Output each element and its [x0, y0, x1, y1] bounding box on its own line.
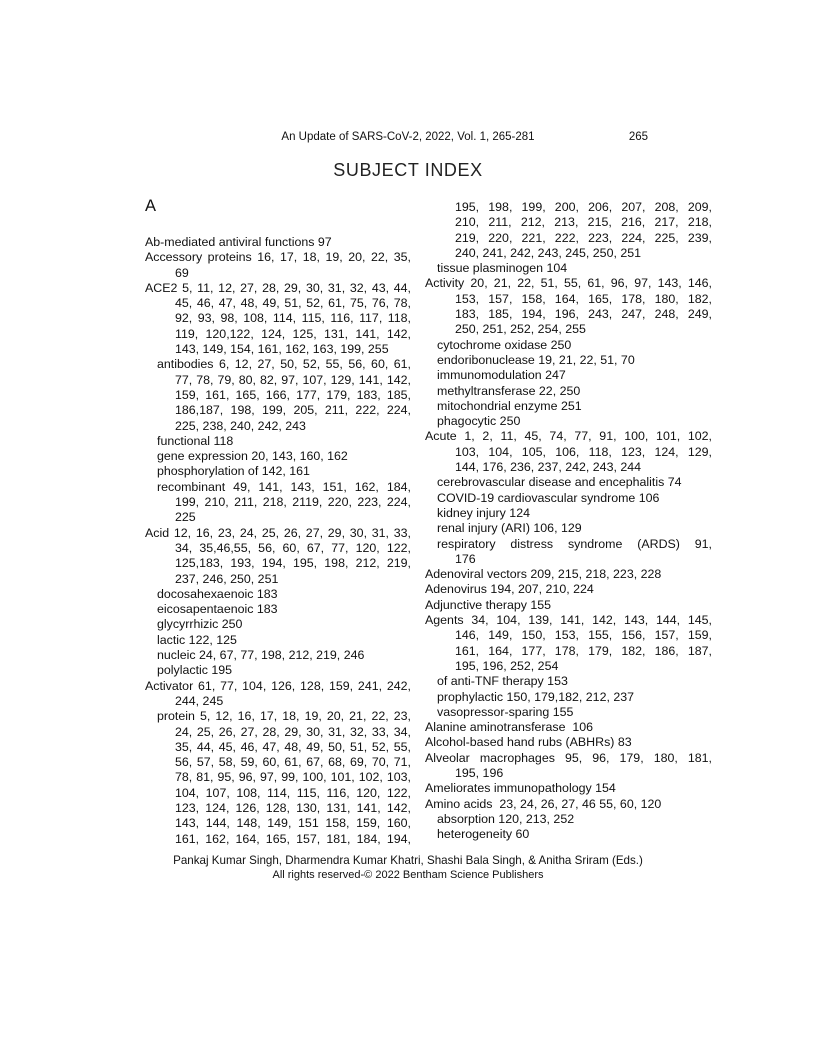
- index-column-left: [145, 198, 411, 847]
- index-line: 210, 211, 212, 213, 215, 216, 217, 218,: [455, 215, 712, 230]
- index-line: antibodies 6, 12, 27, 50, 52, 55, 56, 60, 61,: [157, 357, 411, 372]
- page-number: 265: [628, 131, 648, 143]
- page-title: SUBJECT INDEX: [333, 160, 483, 180]
- index-line: Adenoviral vectors 209, 215, 218, 223, 228: [425, 567, 662, 582]
- index-line: 56, 57, 58, 59, 60, 61, 67, 68, 69, 70, 71,: [175, 755, 411, 770]
- index-line: 186,187, 198, 199, 205, 211, 222, 224,: [175, 403, 411, 418]
- index-line: 244, 245: [175, 693, 224, 708]
- index-line: 161, 162, 164, 165, 157, 181, 184, 194,: [175, 831, 411, 846]
- index-line: absorption 120, 213, 252: [437, 811, 575, 826]
- index-line: 92, 93, 98, 108, 114, 115, 116, 117, 118,: [175, 311, 411, 326]
- index-line: Alveolar macrophages 95, 96, 179, 180, 181,: [425, 750, 712, 765]
- index-line: 225: [175, 510, 196, 525]
- index-line: Ameliorates immunopathology 154: [425, 781, 616, 796]
- index-line: 146, 149, 150, 153, 155, 156, 157, 159,: [455, 628, 712, 643]
- index-line: 143, 144, 148, 149, 151 158, 159, 160,: [175, 816, 411, 831]
- index-line: 195, 196: [455, 765, 504, 780]
- index-line: 159, 161, 165, 166, 177, 179, 183, 185,: [175, 387, 411, 402]
- index-line: 45, 46, 47, 48, 49, 51, 52, 61, 75, 76, 78,: [175, 296, 411, 311]
- index-line: prophylactic 150, 179,182, 212, 237: [437, 689, 635, 704]
- index-line: Acute 1, 2, 11, 45, 74, 77, 91, 100, 101, 102,: [425, 429, 712, 444]
- index-line: respiratory distress syndrome (ARDS) 91,: [437, 536, 712, 551]
- index-line: 195, 196, 252, 254: [455, 658, 559, 673]
- index-line: 24, 25, 26, 27, 28, 29, 30, 31, 32, 33, 34,: [175, 724, 411, 739]
- index-line: heterogeneity 60: [437, 827, 530, 842]
- index-line: endoribonuclease 19, 21, 22, 51, 70: [437, 352, 635, 367]
- index-line: 161, 164, 177, 178, 179, 182, 186, 187,: [455, 643, 712, 658]
- index-line: 250, 251, 252, 254, 255: [455, 322, 586, 337]
- index-line: Activator 61, 77, 104, 126, 128, 159, 241, 242,: [145, 678, 411, 693]
- index-line: phagocytic 250: [437, 414, 521, 429]
- index-line: Accessory proteins 16, 17, 18, 19, 20, 22, 35,: [145, 250, 411, 265]
- index-line: 153, 157, 158, 164, 165, 178, 180, 182,: [455, 291, 712, 306]
- index-line: 119, 120,122, 124, 125, 131, 141, 142,: [175, 326, 411, 341]
- index-line: 225, 238, 240, 242, 243: [175, 418, 306, 433]
- index-line: 183, 185, 194, 196, 243, 247, 248, 249,: [455, 307, 712, 322]
- index-line: Agents 34, 104, 139, 141, 142, 143, 144, 145,: [425, 613, 712, 628]
- index-line: Alanine aminotransferase 106: [425, 720, 594, 735]
- index-line: mitochondrial enzyme 251: [437, 398, 582, 413]
- index-line: vasopressor-sparing 155: [437, 704, 574, 719]
- index-line: kidney injury 124: [437, 505, 530, 520]
- page-footer: [0, 853, 816, 883]
- index-line: 123, 124, 126, 128, 130, 131, 141, 142,: [175, 800, 411, 815]
- index-line: 78, 81, 95, 96, 97, 99, 100, 101, 102, 103,: [175, 770, 411, 785]
- index-line: recombinant 49, 141, 143, 151, 162, 184,: [157, 479, 411, 494]
- index-line: polylactic 195: [157, 663, 233, 678]
- index-left-lines: [145, 235, 411, 847]
- index-line: Adjunctive therapy 155: [425, 597, 552, 612]
- index-line: eicosapentaenoic 183: [157, 602, 278, 617]
- index-line: lactic 122, 125: [157, 632, 237, 647]
- index-line: 104, 107, 108, 114, 115, 116, 120, 122,: [175, 785, 411, 800]
- index-line: 35, 44, 45, 46, 47, 48, 49, 50, 51, 52, 55,: [175, 739, 411, 754]
- index-line: ACE2 5, 11, 12, 27, 28, 29, 30, 31, 32, 43, 44,: [145, 280, 411, 295]
- index-column-right: [425, 200, 712, 842]
- index-line: Alcohol-based hand rubs (ABHRs) 83: [425, 735, 632, 750]
- footer-copyright: All rights reserved-© 2022 Bentham Science Publishers: [272, 869, 544, 881]
- index-line: cytochrome oxidase 250: [437, 337, 572, 352]
- index-line: Ab-mediated antiviral functions 97: [145, 235, 332, 249]
- index-line: of anti-TNF therapy 153: [437, 674, 568, 689]
- index-line: renal injury (ARI) 106, 129: [437, 521, 582, 536]
- index-line: 237, 246, 250, 251: [175, 571, 279, 586]
- section-letter-heading: A: [145, 197, 157, 215]
- index-line: 176: [455, 551, 476, 566]
- index-line: docosahexaenoic 183: [157, 586, 278, 601]
- index-line: 125,183, 193, 194, 195, 198, 212, 219,: [175, 556, 411, 571]
- index-line: 195, 198, 199, 200, 206, 207, 208, 209,: [455, 200, 712, 214]
- index-line: protein 5, 12, 16, 17, 18, 19, 20, 21, 22, 23,: [157, 709, 411, 724]
- index-line: 240, 241, 242, 243, 245, 250, 251: [455, 245, 642, 260]
- index-line: Activity 20, 21, 22, 51, 55, 61, 96, 97, 143, 146,: [425, 276, 712, 291]
- index-right-lines: [425, 200, 712, 842]
- index-line: gene expression 20, 143, 160, 162: [157, 449, 348, 464]
- index-line: cerebrovascular disease and encephalitis 74: [437, 475, 682, 490]
- index-line: functional 118: [157, 433, 234, 448]
- index-line: 77, 78, 79, 80, 82, 97, 107, 129, 141, 142,: [175, 372, 411, 387]
- index-line: immunomodulation 247: [437, 368, 566, 383]
- index-line: 144, 176, 236, 237, 242, 243, 244: [455, 460, 642, 475]
- index-line: 103, 104, 105, 106, 118, 123, 124, 129,: [455, 444, 712, 459]
- index-line: phosphorylation of 142, 161: [157, 464, 310, 479]
- index-line: nucleic 24, 67, 77, 198, 212, 219, 246: [157, 648, 365, 663]
- index-line: methyltransferase 22, 250: [437, 383, 581, 398]
- index-line: glycyrrhizic 250: [157, 617, 243, 632]
- index-line: COVID-19 cardiovascular syndrome 106: [437, 490, 660, 505]
- index-line: 199, 210, 211, 218, 2119, 220, 223, 224,: [175, 495, 411, 510]
- index-line: 34, 35,46,55, 56, 60, 67, 77, 120, 122,: [175, 540, 411, 555]
- footer-editors: Pankaj Kumar Singh, Dharmendra Kumar Khatri, Shashi Bala Singh, & Anitha Sriram (Eds.): [173, 854, 643, 867]
- running-title: An Update of SARS-CoV-2, 2022, Vol. 1, 265-281: [281, 131, 535, 143]
- index-line: tissue plasminogen 104: [437, 261, 568, 276]
- index-line: Adenovirus 194, 207, 210, 224: [425, 582, 594, 597]
- index-line: 219, 220, 221, 222, 223, 224, 225, 239,: [455, 230, 712, 245]
- index-line: Amino acids 23, 24, 26, 27, 46 55, 60, 120: [425, 796, 662, 811]
- index-line: Acid 12, 16, 23, 24, 25, 26, 27, 29, 30, 31, 33,: [145, 525, 411, 540]
- index-line: 69: [175, 265, 189, 280]
- index-line: 143, 149, 154, 161, 162, 163, 199, 255: [175, 342, 389, 357]
